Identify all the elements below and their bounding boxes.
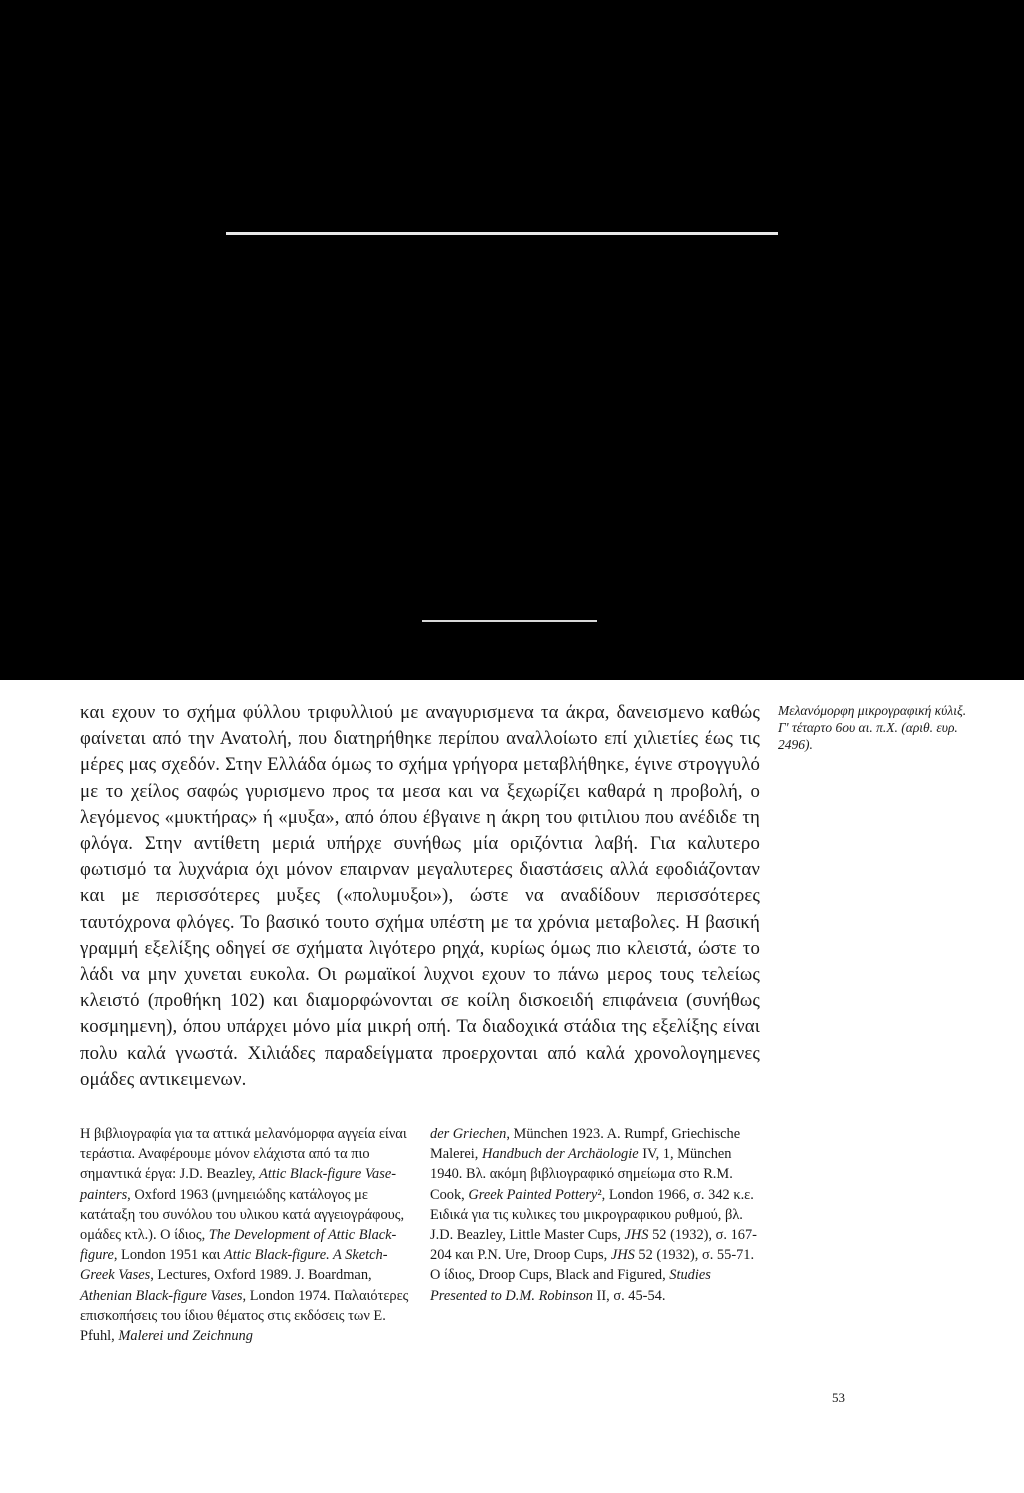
bibliography-column-right — [430, 1124, 762, 1306]
biblio-right-run: JHS — [610, 1247, 635, 1264]
biblio-left-run: Attic Black-figure Vase-painters — [80, 1166, 397, 1203]
biblio-right-run: der Griechen — [430, 1126, 507, 1142]
biblio-left-run: , London 1951 και — [113, 1247, 224, 1264]
figure-caption: Μελανόμορφη μικρογραφική κύλιξ. Γ' τέταρτο 6ου αι. π.Χ. (αριθ. ευρ. 2496). — [778, 703, 967, 752]
biblio-right-run: ², London 1966, σ. 342 κ.ε. Ειδικά για τις κυλικες του μικρογραφικου ρυθμού, βλ. J.D. Beazley, Little Master Cups, — [430, 1186, 754, 1244]
photo-edge-line-bottom — [422, 620, 597, 622]
biblio-left-run: Η βιβλιογραφία για τα αττικά μελανόμορφα αγγεία είναι τεράστια. Αναφέρουμε μόνον ελάχιστα από τα πιο σημαντικά έργα: J.D. Beazley, — [80, 1126, 407, 1183]
photo-edge-line-top — [226, 232, 778, 235]
biblio-left-run: The Development of Attic Black-figure — [80, 1227, 397, 1264]
biblio-left-run: , London 1974. Παλαιότερες επισκοπήσεις του ίδιου θέματος στις εκδόσεις των E. Pfuhl, — [80, 1287, 409, 1345]
photograph-area — [0, 0, 1024, 680]
bibliography-column-left — [80, 1124, 410, 1346]
biblio-left-run: , Lectures, Oxford 1989. J. Boardman, — [150, 1267, 372, 1284]
biblio-right-run: JHS — [624, 1227, 649, 1244]
biblio-left-run: Attic Black-figure. A Sketch-Greek Vases — [80, 1247, 388, 1284]
biblio-left-run: , Oxford 1963 (μνημειώδης κατάλογος με κατάταξη του συνόλου του υλικου κατά αγγειογράφους, ομάδες κτλ.). Ο ίδιος, — [80, 1186, 405, 1244]
main-body-text: και εχουν το σχήμα φύλλου τριφυλλιού με αναγυρισμενα τα άκρα, δανεισμενο καθώς φαίνεται από την Ανατολή, που διατηρήθηκε περίπου αναλλοίωτο επί χιλιετίες έως τις μέρες μας σχεδόν. Στην Ελλάδα όμως το σχήμα γρήγορα μεταβλήθηκε, έγινε στρογγυλό με το χείλος σαφώς γυρισμενο προς τα μεσα και να ξεχωρίζει καθαρά η προβολή, ο λεγόμενος «μυκτήρας» ή «μυξα», από όπου έβγαινε η άκρη του φιτιλιου που ανέδιδε τη φλόγα. Στην αντίθετη μεριά υπήρχε συνήθως μία οριζόντια λαβή. Για καλυτερο φωτισμό τα λυχνάρια όχι μόνον επαιρναν μεγαλυτερες διαστάσεις αλλά εφοδιάζονταν και με περισσότερες μυξες («πολυμυξοι»), ώστε να αναδίδουν περισσότερες ταυτόχρονα φλόγες. Το βασικό τουτο σχήμα υπέστη με τα χρόνια μεταβολες. Η βασική γραμμή εξελίξης οδηγεί σε σχήματα λιγότερο ρηχά, κυρίως όμως πιο κλειστά, ώστε το λάδι να μην χυνεται ευκολα. Οι ρωμαϊκοί λυχνοι εχουν το πάνω μερος τους τελείως κλειστό (προθήκη 102) και διαμορφώνονται σε κοίλη δισκοειδή επιφάνεια (συνήθως κοσμημενη), όπου υπάρχει μόνο μία μικρή οπή. Τα διαδοχικά στάδια της εξελίξης είναι πολυ καλά γνωστά. Χιλιάδες παραδείγματα προερχονται από καλά χρονολογημενες ομάδες αντικειμενων. — [80, 702, 760, 1090]
biblio-right-run: IV, 1, München 1940. Βλ. ακόμη βιβλιογραφικό σημείωμα στο R.M. Cook, — [430, 1146, 733, 1203]
biblio-right-run: Studies Presented to D.M. Robinson — [430, 1267, 711, 1304]
biblio-right-run: , München 1923. A. Rumpf, Griechische Malerei, — [430, 1126, 741, 1163]
biblio-right-run: 52 (1932), σ. 55-71. Ο ίδιος, Droop Cups, Black and Figured, — [430, 1247, 755, 1284]
page-number: 53 — [832, 1390, 845, 1405]
biblio-right-run: II, σ. 45-54. — [592, 1287, 666, 1304]
biblio-left-run: Malerei und Zeichnung — [118, 1328, 253, 1345]
biblio-right-run: 52 (1932), σ. 167-204 και P.N. Ure, Droop Cups, — [430, 1227, 757, 1264]
biblio-right-run: Handbuch der Archäologie — [481, 1146, 639, 1163]
biblio-right-run: Greek Painted Pottery — [468, 1186, 598, 1203]
biblio-left-run: Athenian Black-figure Vases — [80, 1287, 243, 1304]
